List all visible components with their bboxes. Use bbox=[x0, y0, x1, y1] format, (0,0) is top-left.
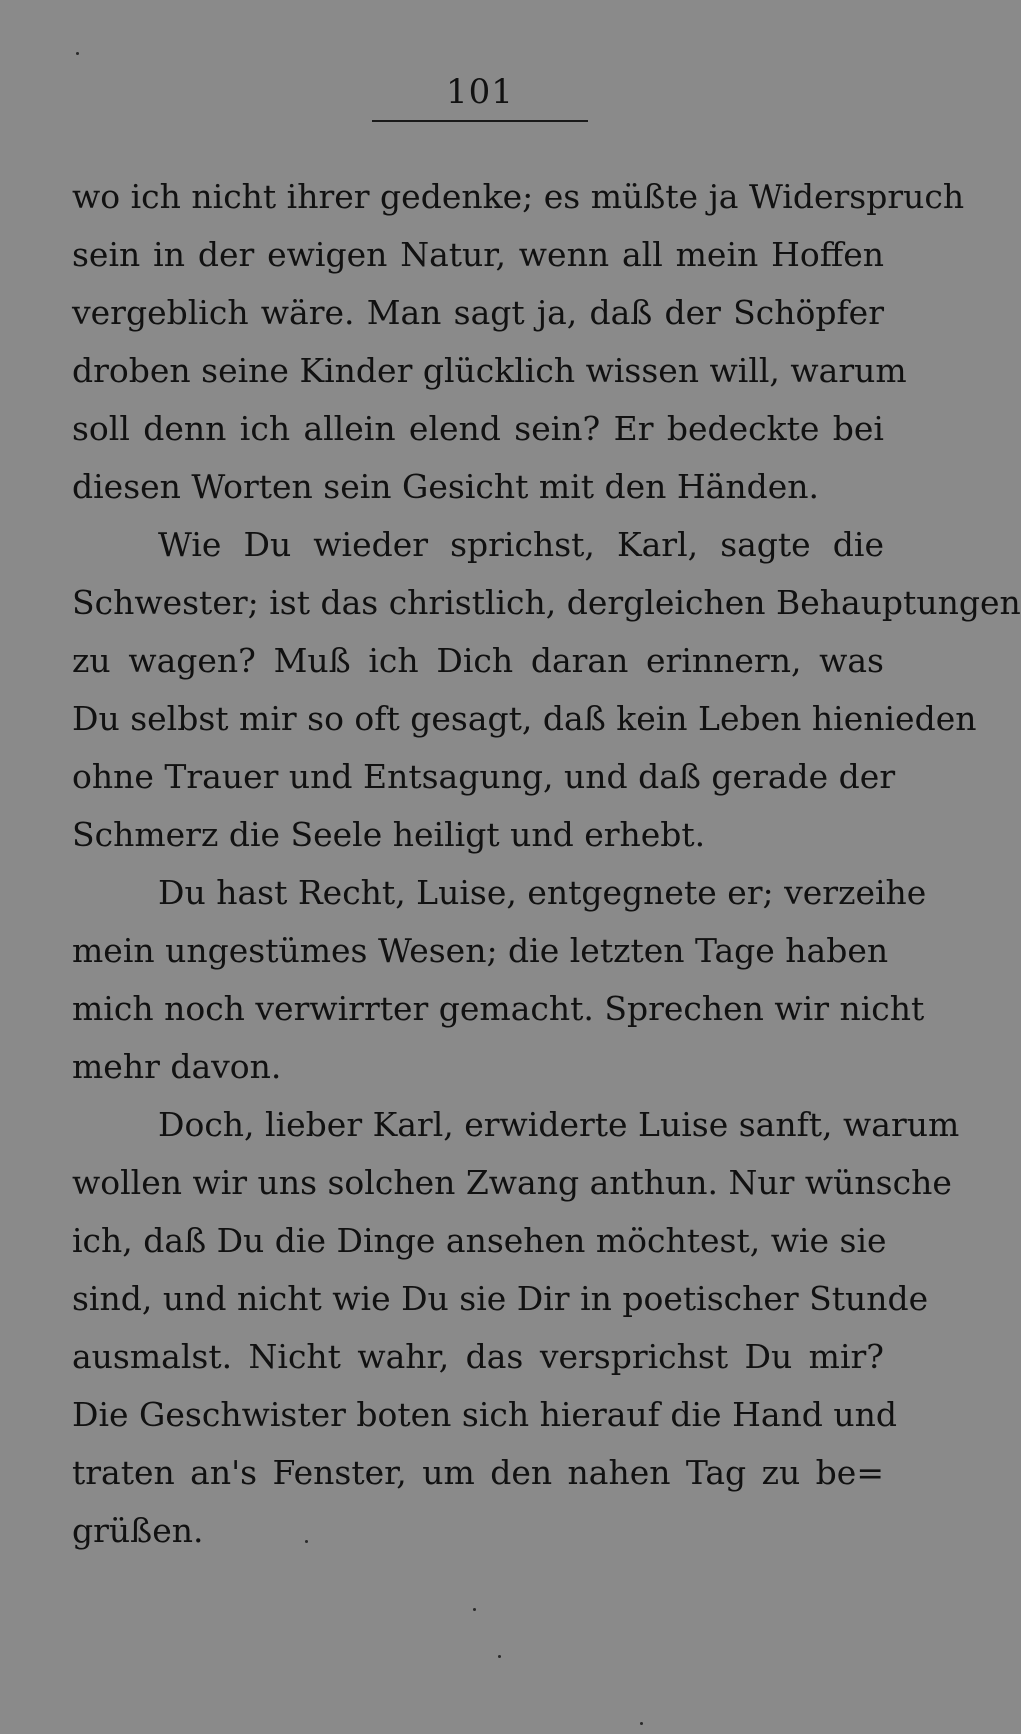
text-line: Du selbst mir so oft gesagt, daß kein Leben hienieden bbox=[72, 699, 977, 738]
text-line: Die Geschwister boten sich hierauf die Hand und bbox=[72, 1395, 898, 1434]
text-line: zu wagen? Muß ich Dich daran erinnern, was bbox=[72, 641, 884, 680]
text-line: vergeblich wäre. Man sagt ja, daß der Schöpfer bbox=[72, 293, 884, 332]
header-rule bbox=[372, 120, 588, 122]
print-speck bbox=[305, 1540, 308, 1543]
text-line: diesen Worten sein Gesicht mit den Händen. bbox=[72, 467, 819, 506]
text-line: mein ungestümes Wesen; die letzten Tage haben bbox=[72, 931, 889, 970]
text-line: mich noch verwirrter gemacht. Sprechen wir nicht bbox=[72, 989, 925, 1028]
print-speck bbox=[473, 1608, 476, 1611]
text-line: sind, und nicht wie Du sie Dir in poetischer Stunde bbox=[72, 1279, 929, 1318]
text-line: soll denn ich allein elend sein? Er bedeckte bei bbox=[72, 409, 884, 448]
text-line: wo ich nicht ihrer gedenke; es müßte ja Widerspruch bbox=[72, 177, 965, 216]
text-line: Doch, lieber Karl, erwiderte Luise sanft, warum bbox=[158, 1105, 960, 1144]
body-text bbox=[72, 168, 1021, 1560]
text-line: grüßen. bbox=[72, 1511, 204, 1550]
text-line: ich, daß Du die Dinge ansehen möchtest, wie sie bbox=[72, 1221, 887, 1260]
text-line: ohne Trauer und Entsagung, und daß gerade der bbox=[72, 757, 896, 796]
page-number: 101 bbox=[446, 72, 514, 112]
text-line: traten an's Fenster, um den nahen Tag zu be= bbox=[72, 1453, 884, 1492]
text-line: wollen wir uns solchen Zwang anthun. Nur wünsche bbox=[72, 1163, 952, 1202]
print-speck bbox=[640, 1722, 643, 1725]
text-line: Wie Du wieder sprichst, Karl, sagte die bbox=[158, 525, 884, 564]
text-line: Schmerz die Seele heiligt und erhebt. bbox=[72, 815, 706, 854]
print-speck bbox=[498, 1655, 501, 1658]
text-line: mehr davon. bbox=[72, 1047, 282, 1086]
text-line: droben seine Kinder glücklich wissen will, warum bbox=[72, 351, 907, 390]
text-line: Du hast Recht, Luise, entgegnete er; verzeihe bbox=[158, 873, 927, 912]
text-line: ausmalst. Nicht wahr, das versprichst Du mir? bbox=[72, 1337, 884, 1376]
print-speck bbox=[76, 52, 79, 55]
text-line: Schwester; ist das christlich, dergleichen Behauptungen bbox=[72, 583, 1021, 622]
text-line: sein in der ewigen Natur, wenn all mein Hoffen bbox=[72, 235, 884, 274]
